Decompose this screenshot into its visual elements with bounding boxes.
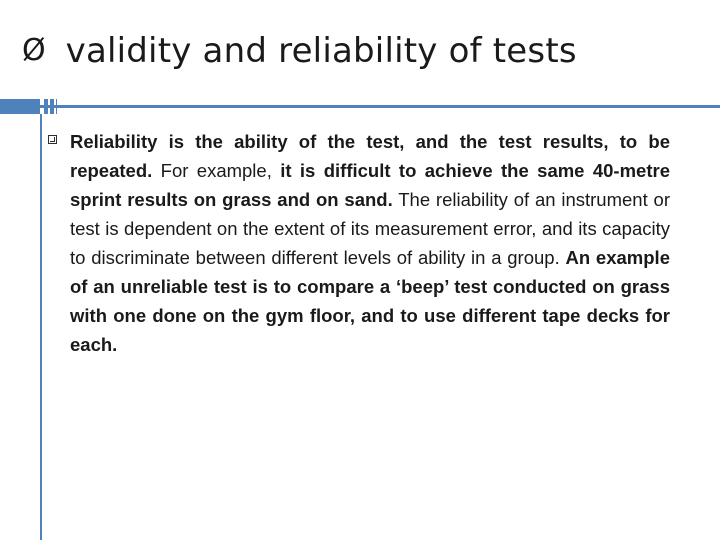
arrow-bullet-icon: Ø <box>22 33 46 68</box>
header-rule <box>40 105 720 108</box>
paragraph-segment: The reliability of an instrument or test is dependent on the extent of its measurement error, and its capacity to discriminate between different levels of ability in a group. <box>70 189 670 268</box>
paragraph-bold-segment: Reliability is the ability of the test, and the test results, to be repeated. <box>70 131 670 181</box>
paragraph-bold-segment: An example of an unreliable test is to compare a ‘beep’ test conducted on grass with one done on the gym floor, and to use different tape decks for each. <box>70 247 670 355</box>
slide-title: validity and reliability of tests <box>65 31 577 71</box>
square-bullet-icon <box>48 135 57 144</box>
paragraph-bold-segment: it is difficult to achieve the same 40-metre sprint results on grass and on sand. <box>70 160 670 210</box>
header-accent-block <box>0 99 40 114</box>
body-paragraph <box>70 127 670 359</box>
slide-title-row <box>22 31 577 71</box>
left-vertical-rule <box>40 114 42 540</box>
paragraph-segment: For example, <box>152 160 281 181</box>
